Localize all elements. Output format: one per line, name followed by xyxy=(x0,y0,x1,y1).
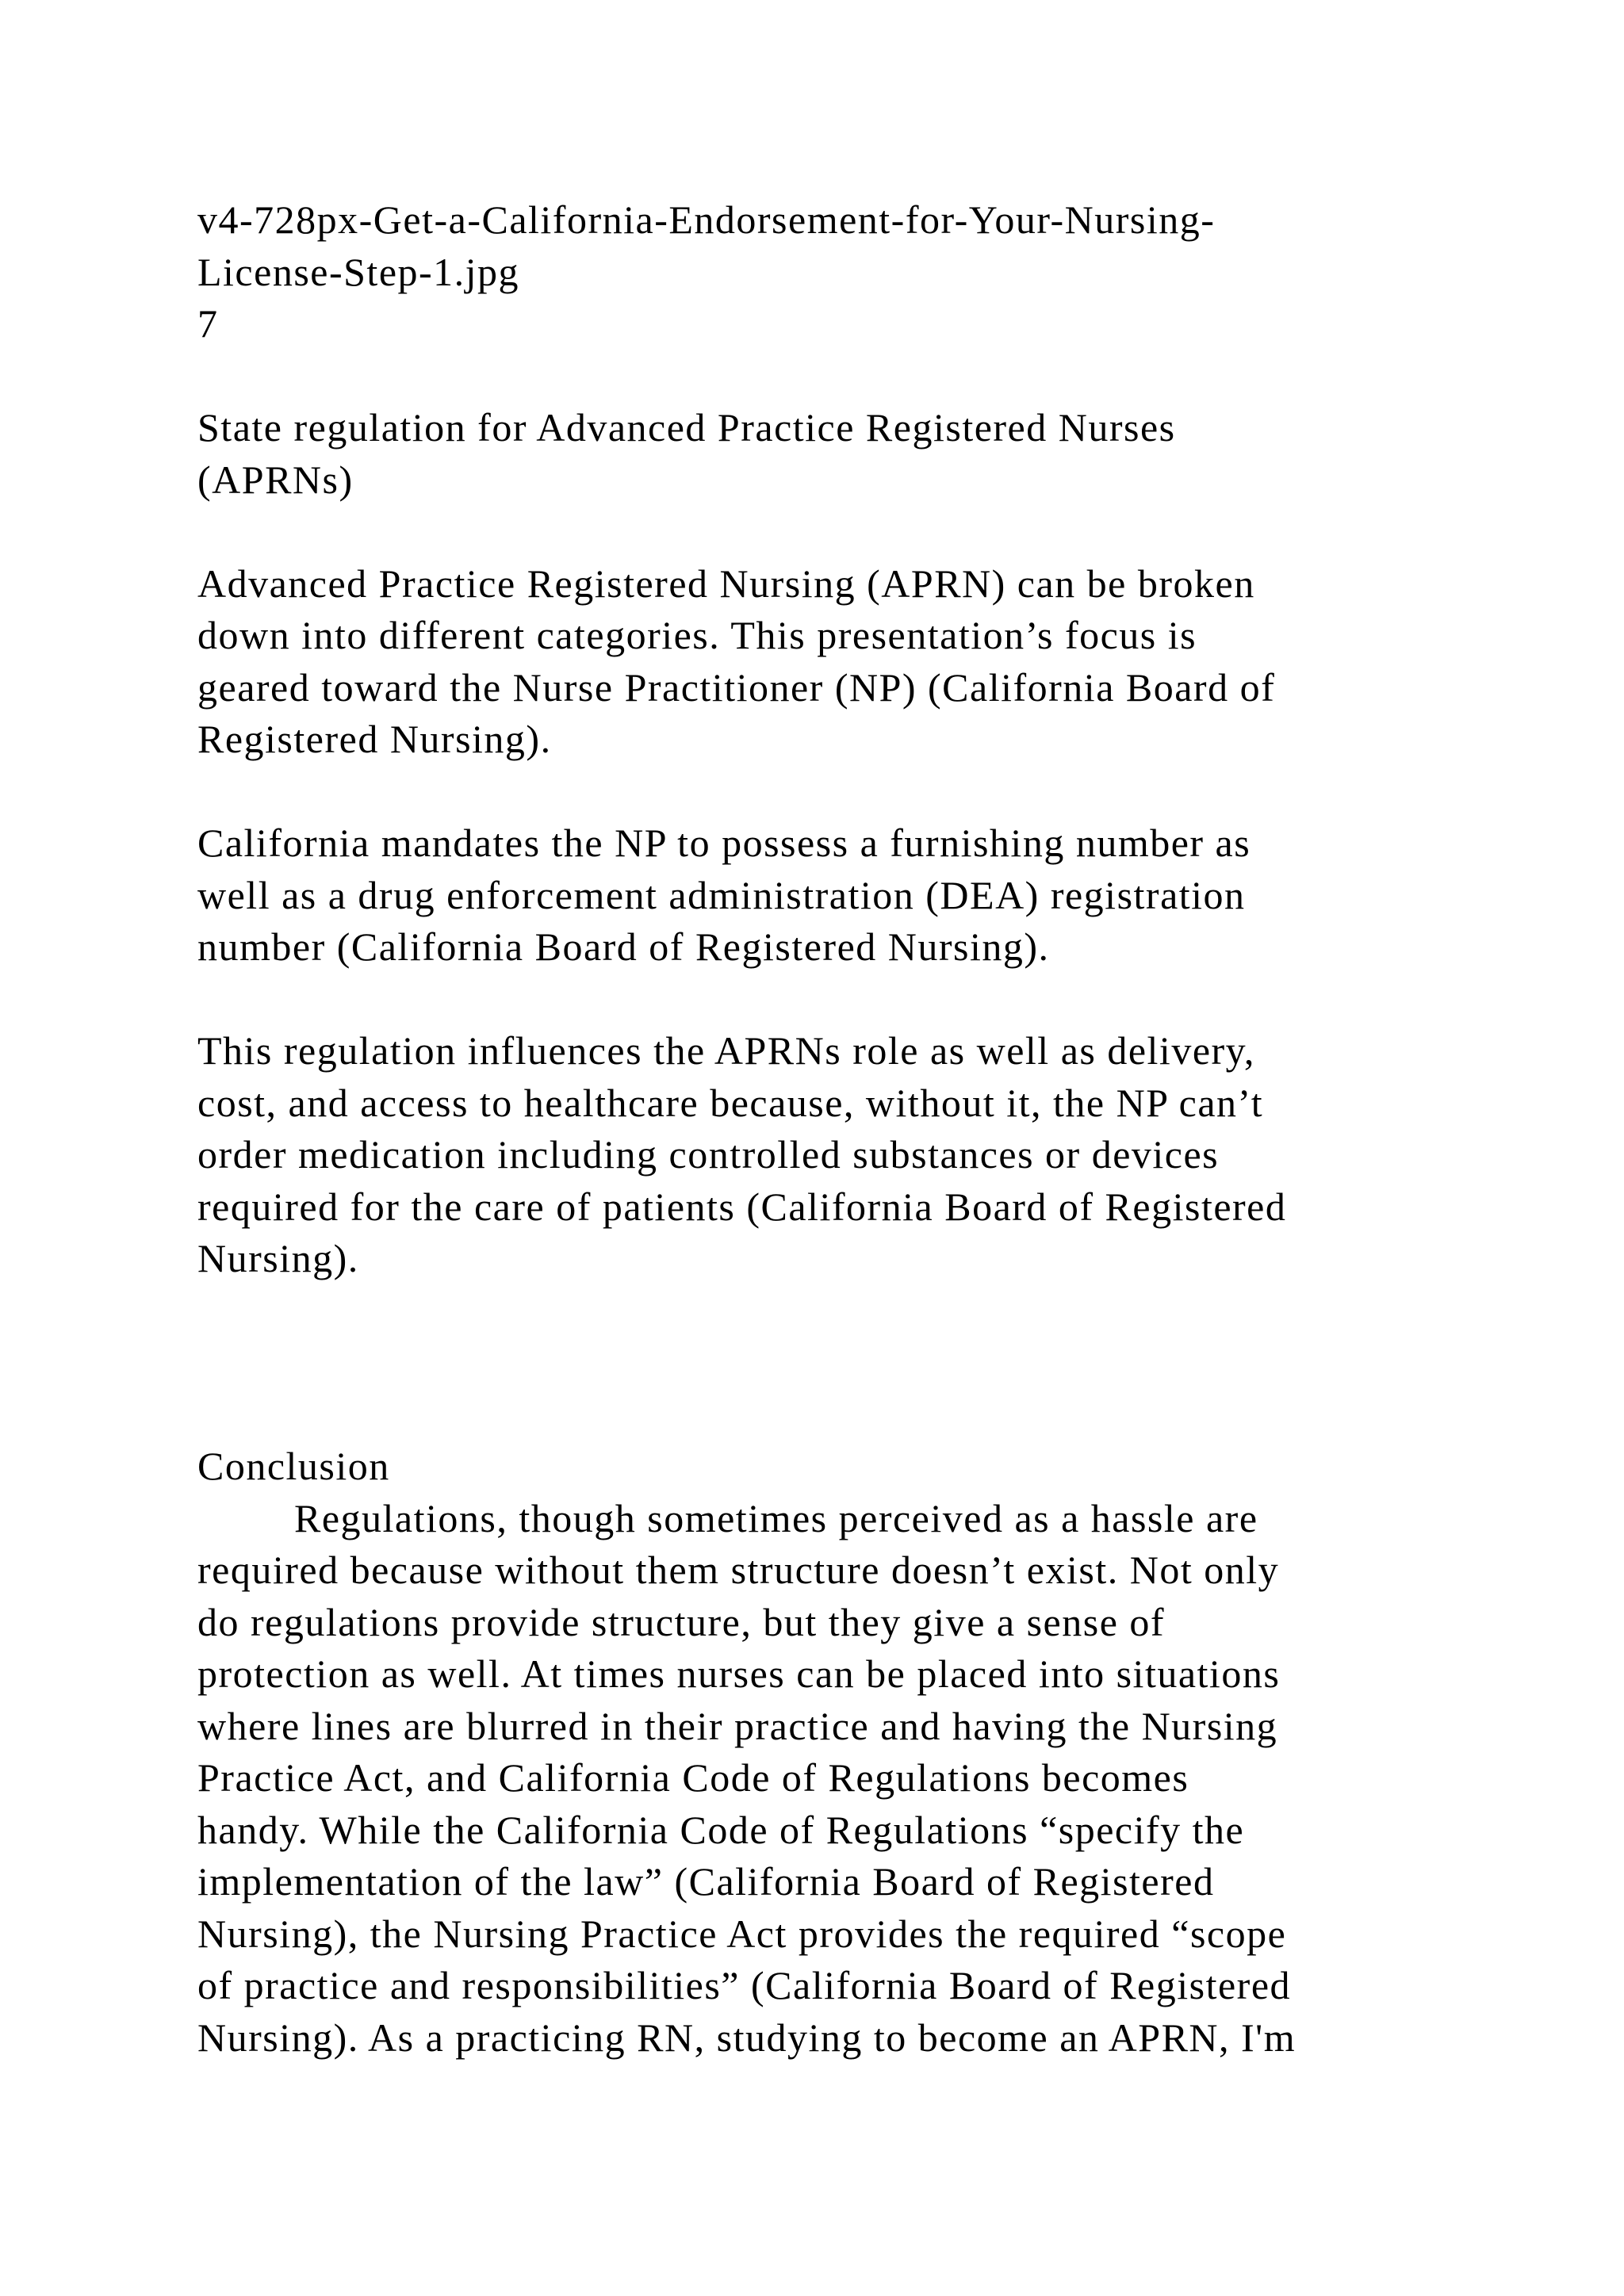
paragraph-3-line: cost, and access to healthcare because, without it, the NP can’t xyxy=(197,1080,1264,1125)
paragraph-1-line: Registered Nursing). xyxy=(197,717,552,761)
conclusion-line: implementation of the law” (California Board of Registered xyxy=(197,1859,1215,1904)
spacer xyxy=(197,1337,1530,1389)
section-heading-line-1: State regulation for Advanced Practice Registered Nurses xyxy=(197,405,1176,450)
spacer xyxy=(197,766,1530,818)
page-number: 7 xyxy=(197,301,219,346)
paragraph-2-line: well as a drug enforcement administration (DEA) registration xyxy=(197,872,1246,917)
paragraph-2-line: number (California Board of Registered Nursing). xyxy=(197,924,1050,969)
paragraph-2-line: California mandates the NP to possess a furnishing number as xyxy=(197,821,1251,865)
section-heading-line-2: (APRNs) xyxy=(197,457,354,502)
conclusion-line: Nursing), the Nursing Practice Act provides the required “scope xyxy=(197,1911,1287,1956)
spacer xyxy=(197,350,1530,403)
image-filename-line-2: License-Step-1.jpg xyxy=(197,249,520,294)
conclusion-line: Regulations, though sometimes perceived as a hassle are xyxy=(294,1495,1258,1540)
spacer xyxy=(197,506,1530,558)
conclusion-line: of practice and responsibilities” (California Board of Registered xyxy=(197,1963,1292,2007)
conclusion-line: Nursing). As a practicing RN, studying to become an APRN, I'm xyxy=(197,2015,1297,2060)
paragraph-1-line: geared toward the Nurse Practitioner (NP) (California Board of xyxy=(197,664,1276,710)
spacer xyxy=(197,1285,1530,1337)
paragraph-3-line: required for the care of patients (California Board of Registered xyxy=(197,1184,1287,1229)
document-body xyxy=(197,194,1530,2064)
paragraph-3-line: Nursing). xyxy=(197,1236,359,1280)
paragraph-3-line: order medication including controlled substances or devices xyxy=(197,1132,1220,1177)
paragraph-3-line: This regulation influences the APRNs role as well as delivery, xyxy=(197,1028,1255,1073)
conclusion-line: Practice Act, and California Code of Regulations becomes xyxy=(197,1755,1189,1800)
conclusion-line: do regulations provide structure, but they give a sense of xyxy=(197,1599,1166,1644)
conclusion-line: where lines are blurred in their practice and having the Nursing xyxy=(197,1703,1278,1748)
spacer xyxy=(197,1389,1530,1441)
image-filename-line-1: v4-728px-Get-a-California-Endorsement-for-Your-Nursing- xyxy=(197,197,1216,242)
conclusion-line: handy. While the California Code of Regulations “specify the xyxy=(197,1807,1245,1852)
spacer xyxy=(197,974,1530,1026)
conclusion-line: protection as well. At times nurses can be placed into situations xyxy=(197,1651,1281,1696)
paragraph-1-line: down into different categories. This presentation’s focus is xyxy=(197,613,1197,657)
conclusion-heading: Conclusion xyxy=(197,1444,390,1488)
conclusion-line: required because without them structure doesn’t exist. Not only xyxy=(197,1548,1280,1592)
paragraph-1-line: Advanced Practice Registered Nursing (APRN) can be broken xyxy=(197,561,1255,606)
